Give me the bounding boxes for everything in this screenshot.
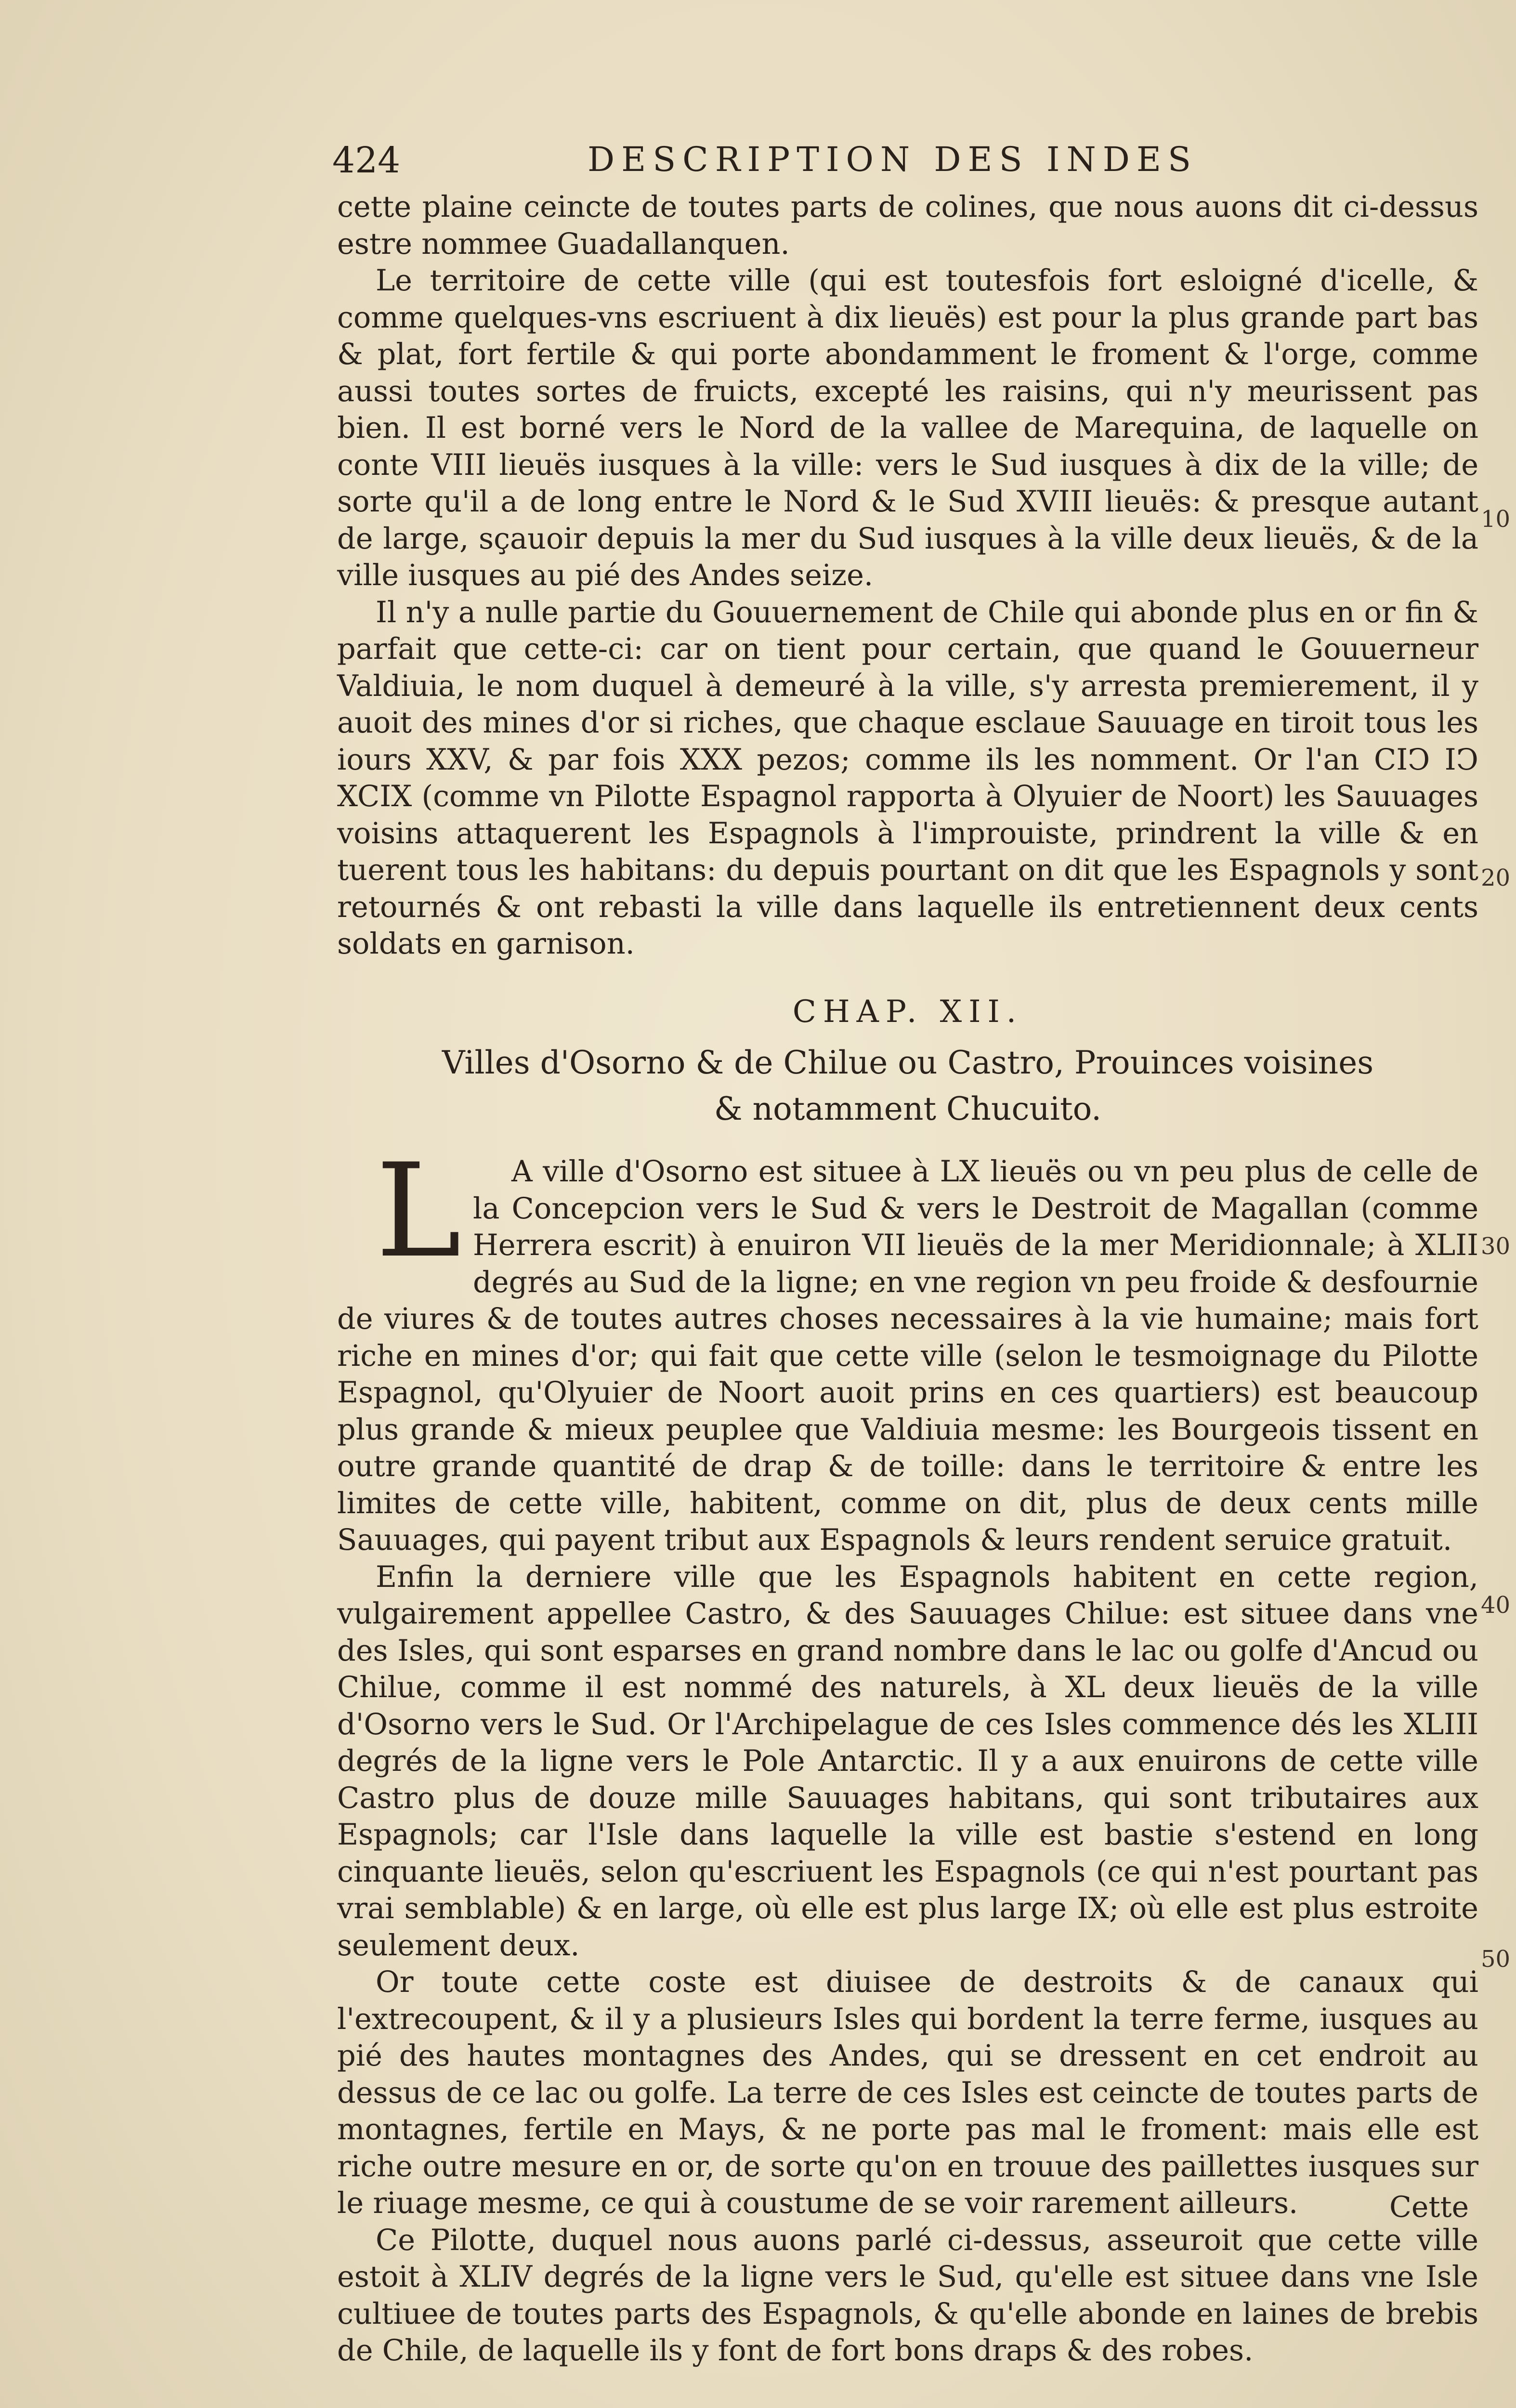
running-title: DESCRIPTION DES INDES <box>588 140 1198 179</box>
margin-line-number: 20 <box>1481 864 1511 891</box>
paragraph: Or toute cette coste est diuisee de destroits & de canaux qui l'extrecoupent, & il y a plusieurs Isles qui bordent la terre ferme, iusques au pié des hautes montagnes des Andes, qui se dressent en cet endroit au dessus de ce lac ou golfe. La terre de ces Isles est ceincte de toutes parts de montagnes, fertile en Mays, & ne porte pas mal le froment: mais elle est riche outre mesure en or, de sorte qu'on en trouue des paillettes iusques sur le riuage mesme, ce qui à coustume de se voir rarement ailleurs. <box>337 1965 1478 2220</box>
paragraph: Enfin la derniere ville que les Espagnols habitent en cette region, vulgairement appellee Castro, & des Sauuages Chilue: est situee dans vne des Isles, qui sont esparses en grand nombre dans le lac ou golfe d'Ancud ou Chilue, comme il est nommé des naturels, à XL deux lieuës de la ville d'Osorno vers le Sud. Or l'Archipelague de ces Isles commence dés les XLIII degrés de la ligne vers le Pole Antarctic. Il y a aux enuirons de cette ville Castro plus de douze mille Sauuages habitans, qui sont tributaires aux Espagnols; car l'Isle dans laquelle la ville est bastie s'estend en long cinquante lieuës, selon qu'escriuent les Espagnols (ce qui n'est pourtant pas vrai semblable) & en large, où elle est plus large IX; où elle est plus estroite seulement deux. <box>337 1560 1478 1963</box>
drop-cap: L <box>376 1136 461 1286</box>
page-number: 424 <box>332 140 401 181</box>
chapter-subtitle <box>337 1040 1478 1132</box>
body-text <box>337 189 1478 2369</box>
paragraph: cette plaine ceincte de toutes parts de colines, que nous auons dit ci-dessus estre nommee Guadallanquen. <box>337 190 1478 261</box>
paragraph: Le territoire de cette ville (qui est toutesfois fort esloigné d'icelle, & comme quelques-vns escriuent à dix lieuës) est pour la plus grande part bas & plat, fort fertile & qui porte abondamment le froment & l'orge, comme aussi toutes sortes de fruicts, excepté les raisins, qui n'y meurissent pas bien. Il est borné vers le Nord de la vallee de Marequina, de laquelle on conte VIII lieuës iusques à la ville: vers le Sud iusques à dix de la ville; de sorte qu'il a de long entre le Nord & le Sud XVIII lieuës: & presque autant de large, sçauoir depuis la mer du Sud iusques à la ville deux lieuës, & de la ville iusques au pié des Andes seize. <box>337 264 1478 592</box>
catchword: Cette <box>1389 2190 1469 2224</box>
margin-line-number: 30 <box>1481 1233 1511 1260</box>
margin-line-number: 50 <box>1481 1946 1511 1973</box>
paragraph-with-dropcap <box>337 1136 1478 1559</box>
margin-line-number: 40 <box>1481 1592 1511 1619</box>
chapter-subtitle-line: & notamment Chucuito. <box>714 1090 1102 1127</box>
paragraph-text: A ville d'Osorno est situee à LX lieuës ou vn peu plus de celle de la Concepcion vers le Sud & vers le Destroit de Magallan (comme Herrera escrit) à enuiron VII lieuës de la mer Meridionnale; à XLII degrés au Sud de la ligne; en vne region vn peu froide & desfournie de viures & de toutes autres choses necessaires à la vie humaine; mais fort riche en mines d'or; qui fait que cette ville (selon le tesmoignage du Pilotte Espagnol, qu'Olyuier de Noort auoit prins en ces quartiers) est beaucoup plus grande & mieux peuplee que Valdiuia mesme: les Bourgeois tissent en outre grande quantité de drap & de toille: dans le territoire & entre les limites de cette ville, habitent, comme on dit, plus de deux cents mille Sauuages, qui payent tribut aux Espagnols & leurs rendent seruice gratuit. <box>337 1155 1478 1557</box>
margin-line-number: 10 <box>1481 506 1511 533</box>
chapter-subtitle-line: Villes d'Osorno & de Chilue ou Castro, Prouinces voisines <box>442 1044 1374 1081</box>
chapter-heading: CHAP. XII. <box>792 994 1023 1030</box>
paragraph: Il n'y a nulle partie du Gouuernement de Chile qui abonde plus en or fin & parfait que cette-ci: car on tient pour certain, que quand le Gouuerneur Valdiuia, le nom duquel à demeuré à la ville, s'y arresta premierement, il y auoit des mines d'or si riches, que chaque esclaue Sauuage en tiroit tous les iours XXV, & par fois XXX pezos; comme ils les nomment. Or l'an CIↃ IↃ XCIX (comme vn Pilotte Espagnol rapporta à Olyuier de Noort) les Sauuages voisins attaquerent les Espagnols à l'improuiste, prindrent la ville & en tuerent tous les habitans: du depuis pourtant on dit que les Espagnols y sont retournés & ont rebasti la ville dans laquelle ils entretiennent deux cents soldats en garnison. <box>337 595 1478 961</box>
page-header <box>332 140 1483 183</box>
paragraph: Ce Pilotte, duquel nous auons parlé ci-dessus, asseuroit que cette ville estoit à XLIV degrés de la ligne vers le Sud, qu'elle est situee dans vne Isle cultiuee de toutes parts des Espagnols, & qu'elle abonde en laines de brebis de Chile, de laquelle ils y font de fort bons draps & des robes. <box>337 2223 1478 2368</box>
